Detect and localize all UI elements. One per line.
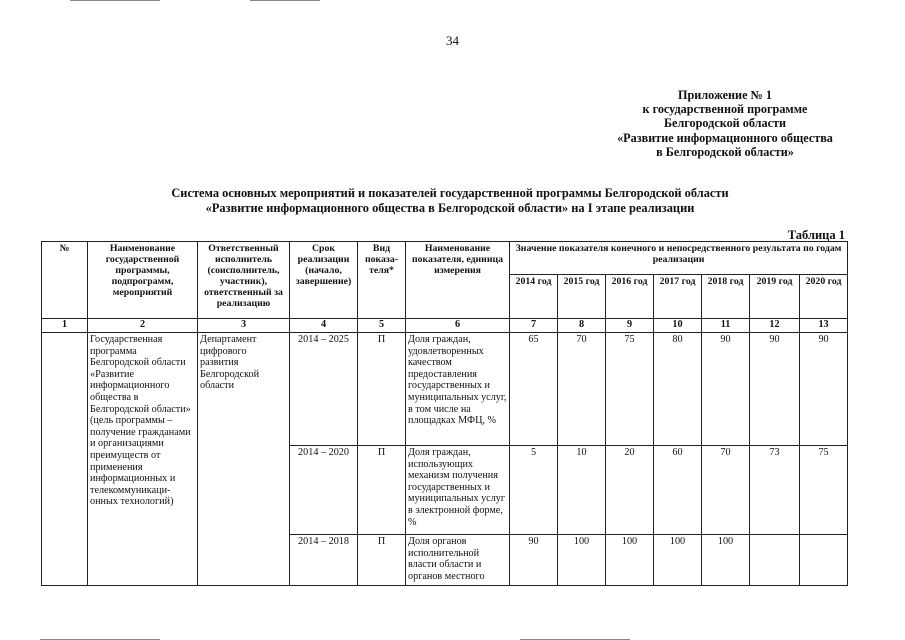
value-cell: 75: [606, 333, 654, 446]
value-cell: 100: [558, 535, 606, 586]
column-number: 9: [606, 319, 654, 333]
scan-artifact-top-right: [250, 0, 320, 1]
program-name-cell: Государственная программа Белгородской области «Развитие информационного общества в Белгородской области» (цель программы – получение гражданами и организациями преимуществ от применения информационных и телекоммуникаци-онных технологий): [88, 333, 198, 586]
appendix-heading: [590, 88, 860, 159]
value-cell: 90: [800, 333, 848, 446]
header-values-group: Значение показателя конечного и непосредственного результата по годам реализации: [510, 242, 848, 275]
title-line-1: Система основных мероприятий и показателей государственной программы Белгородской области: [171, 186, 729, 200]
value-cell: 100: [702, 535, 750, 586]
appendix-line-3: Белгородской области: [664, 116, 786, 131]
type-cell: П: [358, 446, 406, 535]
value-cell: 90: [750, 333, 800, 446]
header-no: №: [42, 242, 88, 319]
header-year: 2018 год: [702, 275, 750, 319]
value-cell: 100: [654, 535, 702, 586]
column-number: 6: [406, 319, 510, 333]
header-row-1: [42, 242, 848, 275]
value-cell: 5: [510, 446, 558, 535]
indicator-cell: Доля граждан, удовлетворенных качеством предоставления государственных и муниципальных услуг, в том числе на площадках МФЦ, %: [406, 333, 510, 446]
appendix-line-2: к государственной программе: [642, 102, 808, 117]
term-cell: 2014 – 2020: [290, 446, 358, 535]
column-numbers-row: [42, 319, 848, 333]
value-cell: 10: [558, 446, 606, 535]
header-name: Наименование государственной программы, подпрограмм, мероприятий: [88, 242, 198, 319]
document-title: [60, 186, 840, 216]
header-year: 2020 год: [800, 275, 848, 319]
type-cell: П: [358, 333, 406, 446]
value-cell: 90: [510, 535, 558, 586]
value-cell: 100: [606, 535, 654, 586]
column-number: 4: [290, 319, 358, 333]
header-year: 2014 год: [510, 275, 558, 319]
value-cell: 90: [702, 333, 750, 446]
appendix-line-1: Приложение № 1: [678, 88, 772, 102]
value-cell: [750, 535, 800, 586]
type-cell: П: [358, 535, 406, 586]
value-cell: 73: [750, 446, 800, 535]
header-year: 2016 год: [606, 275, 654, 319]
value-cell: 75: [800, 446, 848, 535]
column-number: 11: [702, 319, 750, 333]
indicators-table: [41, 241, 848, 586]
term-cell: 2014 – 2018: [290, 535, 358, 586]
column-number: 13: [800, 319, 848, 333]
value-cell: [800, 535, 848, 586]
column-number: 8: [558, 319, 606, 333]
row-no-cell: [42, 333, 88, 586]
value-cell: 60: [654, 446, 702, 535]
title-line-2: «Развитие информационного общества в Белгородской области» на I этапе реализации: [205, 201, 695, 215]
scan-artifact-top: [70, 0, 160, 1]
value-cell: 70: [558, 333, 606, 446]
column-number: 5: [358, 319, 406, 333]
value-cell: 65: [510, 333, 558, 446]
column-number: 1: [42, 319, 88, 333]
table-row: [42, 333, 848, 446]
header-year: 2015 год: [558, 275, 606, 319]
header-year: 2019 год: [750, 275, 800, 319]
appendix-line-5: в Белгородской области»: [656, 144, 794, 159]
header-type: Вид показа-теля*: [358, 242, 406, 319]
page-number: 34: [446, 33, 459, 48]
table-label: Таблица 1: [787, 228, 845, 242]
column-number: 3: [198, 319, 290, 333]
indicator-cell: Доля органов исполнительной власти области и органов местного: [406, 535, 510, 586]
header-year: 2017 год: [654, 275, 702, 319]
appendix-line-4: «Развитие информационного общества: [617, 130, 833, 145]
indicator-cell: Доля граждан, использующих механизм получения государственных и муниципальных услуг в электронной форме, %: [406, 446, 510, 535]
value-cell: 70: [702, 446, 750, 535]
value-cell: 20: [606, 446, 654, 535]
column-number: 7: [510, 319, 558, 333]
header-indicator: Наименование показателя, единица измерения: [406, 242, 510, 319]
column-number: 12: [750, 319, 800, 333]
value-cell: 80: [654, 333, 702, 446]
column-number: 10: [654, 319, 702, 333]
column-number: 2: [88, 319, 198, 333]
header-executor: Ответственный исполнитель (соисполнитель, участник), ответственный за реализацию: [198, 242, 290, 319]
term-cell: 2014 – 2025: [290, 333, 358, 446]
program-executor-cell: Департамент цифрового развития Белгородской области: [198, 333, 290, 586]
header-term: Срок реализации (начало, завершение): [290, 242, 358, 319]
